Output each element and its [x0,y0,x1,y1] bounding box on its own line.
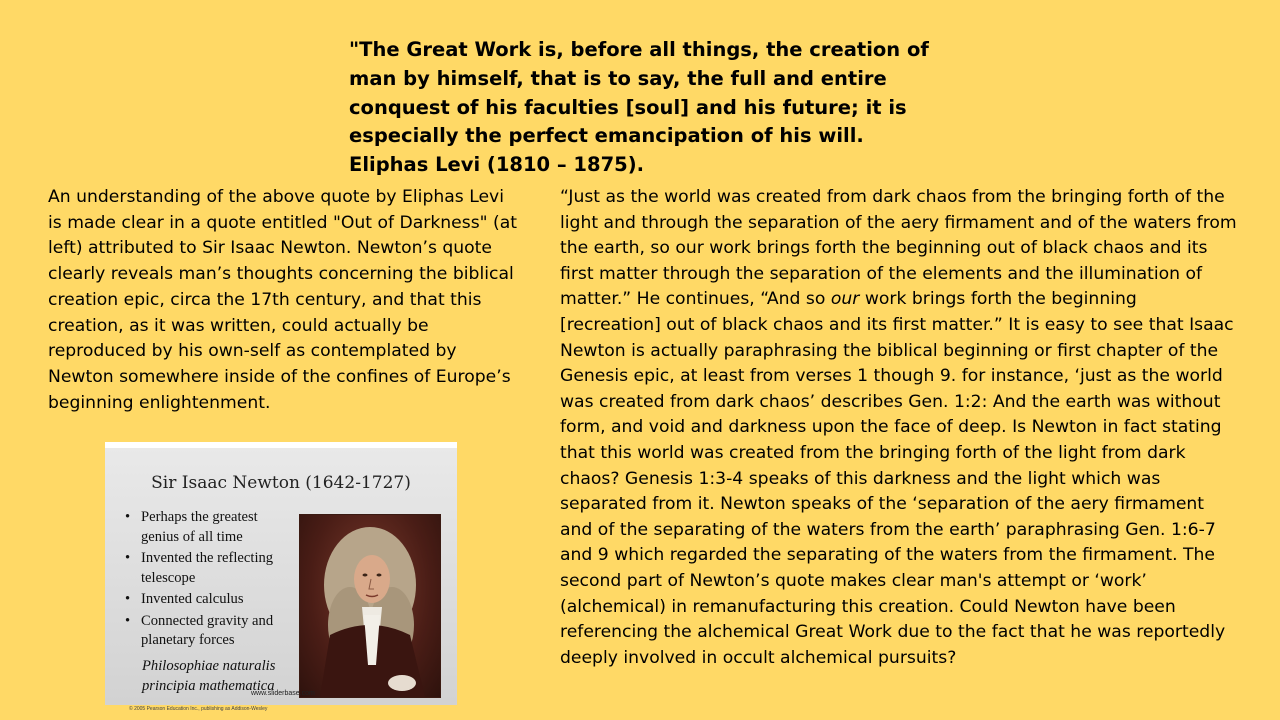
newton-portrait-drawing [300,515,440,697]
slide-principia-title: Philosophiae naturalis principia mathematica [142,658,276,694]
slide-copyright: © 2005 Pearson Education Inc., publishing as Addison-Wesley [129,706,268,712]
right-paragraph-part2: work brings forth the beginning [recreation] out of black chaos and its first matter.” It is easy to see that Isaac Newton is actually paraphrasing the biblical beginning or first chapter of the Genesis epic, at least from verses 1 though 9. for instance, ‘just as the world was created from dark chaos’ describes Gen. 1:2: And the earth was without form, and void and darkness upon the face of deep. Is Newton in fact stating that this world was created from the bringing forth of the light from dark chaos? Genesis 1:3-4 speaks of this darkness and the light which was separated from it. Newton speaks of the ‘separation of the aery firmament and of the separating of the waters from the earth’ paraphrasing Gen. 1:6-7 and 9 which regarded the separating of the waters from the firmament. The second part of Newton’s quote makes clear man's attempt or ‘work’ (alchemical) in remanufacturing this creation. Could Newton have been referencing the alchemical Great Work due to the fact that he was reportedly deeply involved in occult alchemical pursuits? [560,289,1234,668]
left-paragraph: An understanding of the above quote by Eliphas Levi is made clear in a quote entitled "Out of Darkness" (at left) attributed to Sir Isaac Newton. Newton’s quote clearly reveals man’s thoughts concerning the biblical creation epic, circa the 17th century, and that this creation, as it was written, could actually be reproduced by his own-self as contemplated by Newton somewhere inside of the confines of Europe’s beginning enlightenment. [48,187,518,413]
slide-bullet: • Invented calculus [125,590,295,610]
slide-bullet: • Invented the reflecting telescope [125,549,295,588]
slide-title: Sir Isaac Newton (1642-1727) [151,473,411,493]
newton-portrait [299,514,441,698]
right-paragraph-emphasis: our [830,289,860,310]
slide-bullet: • Perhaps the greatest genius of all time [125,508,295,547]
right-paragraph [560,185,1240,671]
eliphas-levi-quote: "The Great Work is, before all things, the creation of man by himself, that is to say, the full and entire conquest of his faculties [soul] and his future; it is especially the perfect emancipation of his will. Eliphas Levi (1810 – 1875). [349,38,929,177]
slide-bullet-list [125,508,295,653]
slide-bullet: • Connected gravity and planetary forces [125,612,295,651]
slide-background [105,448,457,712]
slide-watermark: www.sliderbase.com [251,690,315,697]
newton-slide-image [105,442,457,712]
right-paragraph-part1: “Just as the world was created from dark chaos from the bringing forth of the light and through the separation of the aery firmament and of the waters from the earth, so our work brings forth the beginning out of black chaos and its first matter through the separation of the elements and the illumination of matter.” He continues, “And so [560,187,1237,310]
